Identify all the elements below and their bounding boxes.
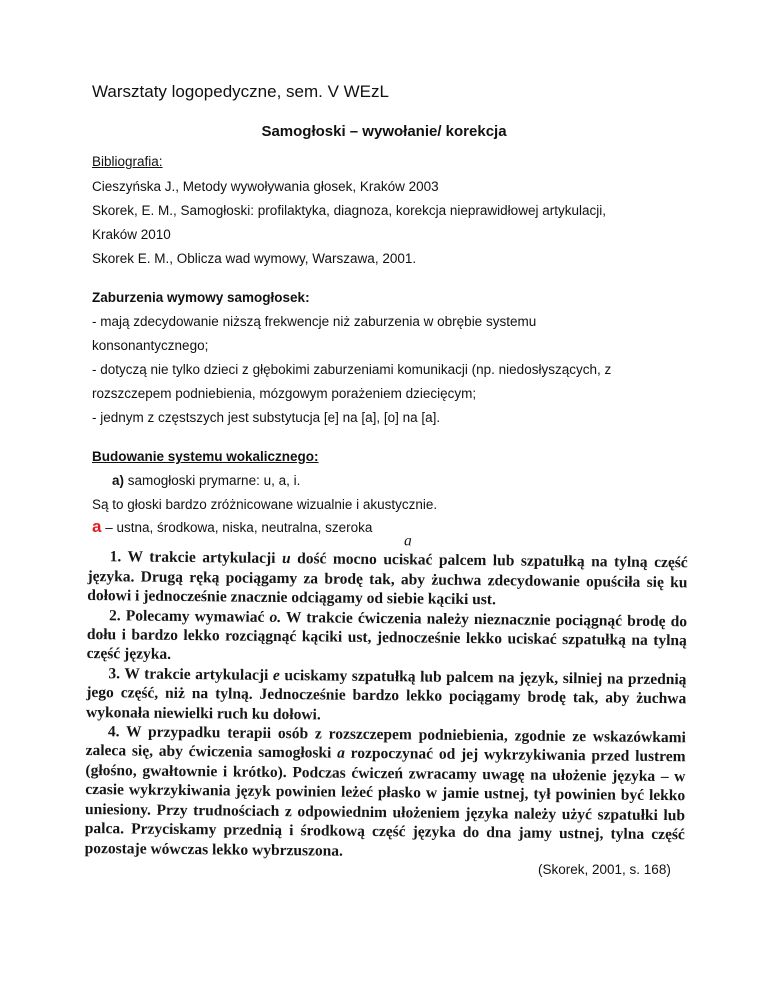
list-marker: a) <box>112 473 125 488</box>
system-note: Są to głoski bardzo zróżnicowane wizualnie i akustycznie. <box>92 497 438 512</box>
page-title: Samogłoski – wywołanie/ korekcja <box>261 123 507 140</box>
bibliography-entry: Skorek, E. M., Samogłoski: profilaktyka, diagnoza, korekcja nieprawidłowej artykulacji, <box>92 203 606 218</box>
disorders-line: - dotyczą nie tylko dzieci z głębokimi zaburzeniami komunikacji (np. niedosłyszących, z <box>92 362 612 377</box>
disorders-heading: Zaburzenia wymowy samogłosek: <box>92 290 310 305</box>
disorders-line: rozszczepem podniebienia, mózgowym porażeniem dziecięcym; <box>92 386 477 401</box>
scanned-excerpt <box>85 528 688 864</box>
citation: (Skorek, 2001, s. 168) <box>538 862 671 877</box>
disorders-line: - mają zdecydowanie niższą frekwencje niż zaburzenia w obrębie systemu <box>92 314 537 329</box>
disorders-line: - jednym z częstszych jest substytucja [e] na [a], [o] na [a]. <box>92 410 441 425</box>
document-header: Warsztaty logopedyczne, sem. V WEzL <box>92 82 389 101</box>
bibliography-heading: Bibliografia: <box>92 154 163 169</box>
disorders-line: konsonantycznego; <box>92 338 209 353</box>
list-item <box>112 471 300 491</box>
scan-paragraph: 2. Polecamy wymawiać o. W trakcie ćwiczenia należy nieznacznie pociągnąć brodę do dołu i bardzo lekko rozciągnąć kąciki ust, jednocześnie lekko uciskać szpatułką na tylną część języka. <box>86 606 688 664</box>
scan-paragraph: 1. W trakcie artykulacji u dość mocno uciskać palcem lub szpatułką na tylną część języka. Drugą ręką pociągamy za brodę tak, aby żuchwa zdecydowanie opuściła się ku dołowi i jednocześnie znacznie odciągamy od siebie kąciki ust. <box>87 548 688 609</box>
vowel-description: – ustna, środkowa, niska, neutralna, szeroka <box>105 520 373 535</box>
vowel-label: a <box>92 517 102 536</box>
system-heading: Budowanie systemu wokalicznego: <box>92 449 319 464</box>
scan-paragraph: 3. W trakcie artykulacji e uciskamy szpatułką lub palcem na język, silniej na przednią jego część, niż na tylną. Jednocześnie bardzo lekko pociągamy brodę tak, aby żuchwa wykonała niewielki ruch ku dołowi. <box>85 665 687 724</box>
bibliography-entry: Kraków 2010 <box>92 227 171 242</box>
scan-heading: a <box>403 532 412 550</box>
scan-paragraph: 4. W przypadku terapii osób z rozszczepem podniebienia, zgodnie ze wskazówkami zaleca się, aby ćwiczenia samogłoski a rozpoczynać od jej wykrzykiwania przed lustrem (głośno, gwałtownie i krótko). Podczas ćwiczeń zwracamy uwagę na ułożenie języka – w czasie wykrzykiwania język powinien leżeć płasko w jamie ustnej, tył powinien być lekko uniesiony. Przy trudnościach z odpowiednim ułożeniem języka należy użyć szpatułki lub palca. Przyciskamy przednią i środkową część języka do dna jamy ustnej, tylna część pozostaje wówczas lekko wybrzuszona. <box>84 723 686 860</box>
list-item-text: samogłoski prymarne: u, a, i. <box>127 473 301 488</box>
bibliography-entry: Cieszyńska J., Metody wywoływania głosek, Kraków 2003 <box>92 179 439 194</box>
bibliography-entry: Skorek E. M., Oblicza wad wymowy, Warszawa, 2001. <box>92 251 417 266</box>
